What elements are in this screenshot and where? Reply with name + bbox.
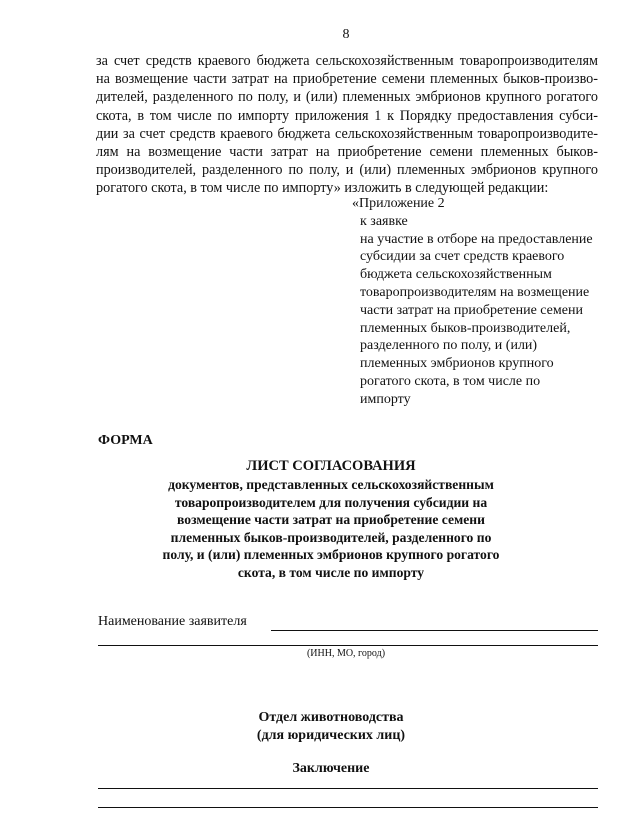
page-number: 8	[342, 27, 350, 42]
annex-line: бюджета сельскохозяйственным	[360, 267, 552, 283]
annex-line: товаропроизводителям на возмещение	[360, 284, 590, 300]
body-line: скота, в том числе по импорту приложения 1 к Порядку предоставления субси-	[96, 107, 598, 124]
annex-heading-block	[352, 195, 612, 409]
subtitle-line: племенных быков-производителей, разделенного по	[170, 529, 492, 545]
body-line: дителей, разделенного по полу, и (или) племенных эмбрионов крупного рогатого	[96, 89, 598, 106]
applicant-details-caption: (ИНН, МО, город)	[306, 648, 386, 659]
body-line: лям на возмещение части затрат на приобретение семени племенных быков-	[96, 143, 598, 160]
annex-line: племенных быков-производителей,	[360, 320, 571, 336]
applicant-name-field[interactable]	[271, 630, 598, 631]
annex-line: субсидии за счет средств краевого	[360, 249, 565, 265]
subtitle-line: полу, и (или) племенных эмбрионов крупного рогатого	[162, 547, 500, 563]
subtitle-line: скота, в том числе по импорту	[237, 564, 425, 580]
applicant-name-label: Наименование заявителя	[98, 614, 247, 629]
annex-line: рогатого скота, в том числе по	[360, 373, 541, 389]
body-line: производителей, разделенного по полу, и (или) племенных эмбрионов крупного	[96, 162, 598, 179]
body-line: на возмещение части затрат на приобретение семени племенных быков-произво-	[96, 71, 598, 88]
body-line: за счет средств краевого бюджета сельскохозяйственным товаропроизводителям	[96, 53, 598, 69]
subtitle-line: документов, представленных сельскохозяйственным	[168, 477, 494, 492]
annex-line: разделенного по полу, и (или)	[360, 338, 538, 354]
annex-line: «Приложение 2	[352, 196, 445, 211]
conclusion-field-line[interactable]	[98, 788, 598, 789]
body-line: дии за счет средств краевого бюджета сельскохозяйственным товаропроизводите-	[96, 125, 598, 142]
document-title: ЛИСТ СОГЛАСОВАНИЯ	[246, 458, 416, 474]
annex-line: к заявке	[360, 213, 408, 229]
applicant-details-field[interactable]	[98, 645, 598, 646]
annex-line: на участие в отборе на предоставление	[360, 231, 593, 247]
subtitle-line: возмещение части затрат на приобретение семени	[177, 512, 485, 528]
conclusion-label: Заключение	[292, 761, 370, 776]
conclusion-field-line[interactable]	[98, 807, 598, 808]
document-subtitle	[96, 476, 566, 582]
body-paragraph	[96, 52, 598, 198]
subtitle-line: товаропроизводителем для получения субсидии на	[174, 494, 488, 510]
department-title: Отдел животноводства	[258, 710, 404, 725]
body-line: рогатого скота, в том числе по импорту» изложить в следующей редакции:	[96, 180, 549, 197]
annex-line: импорту	[360, 391, 411, 407]
form-label: ФОРМА	[98, 433, 153, 448]
annex-line: племенных эмбрионов крупного	[360, 356, 554, 372]
applicant-name-row	[98, 614, 598, 634]
annex-line: части затрат на приобретение семени	[360, 302, 583, 318]
department-subtitle: (для юридических лиц)	[256, 728, 406, 743]
